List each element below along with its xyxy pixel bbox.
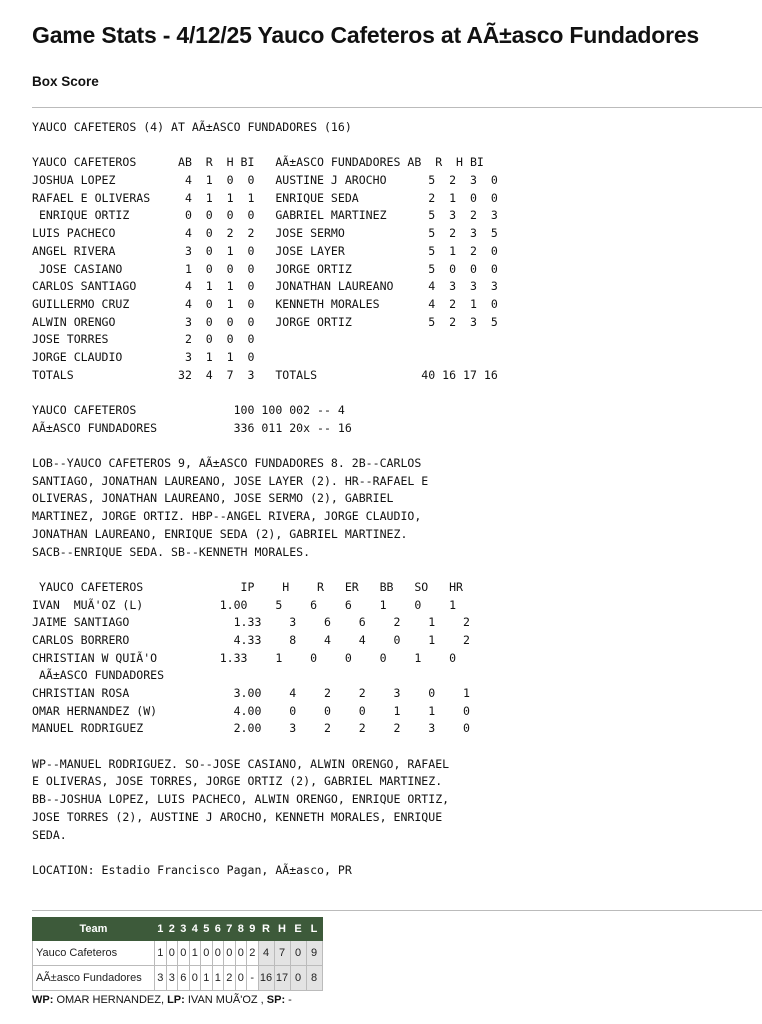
table-cell: 1 bbox=[201, 966, 213, 991]
table-cell: 0 bbox=[290, 966, 306, 991]
batting-line: JORGE CLAUDIO 3 1 1 0 bbox=[32, 349, 255, 364]
batting-line: JOSHUA LOPEZ 4 1 0 0 AUSTINE J AROCHO 5 2 3 0 bbox=[32, 173, 498, 188]
sp-label: SP: bbox=[266, 994, 286, 1006]
matchup-line: YAUCO CAFETEROS (4) AT AÃ±ASCO FUNDADORES (16) bbox=[32, 120, 352, 134]
wp-label: WP: bbox=[32, 994, 54, 1006]
column-header: 8 bbox=[235, 918, 247, 941]
table-cell: 0 bbox=[235, 941, 247, 966]
table-cell: 8 bbox=[306, 966, 322, 991]
pitching-line: MANUEL RODRIGUEZ 2.00 3 2 2 2 3 0 bbox=[32, 721, 470, 736]
column-header: E bbox=[290, 918, 306, 941]
batting-line: JOSE TORRES 2 0 0 0 bbox=[32, 332, 255, 347]
notes-line: JONATHAN LAUREANO, ENRIQUE SEDA (2), GABRIEL MARTINEZ. bbox=[32, 526, 408, 541]
pitching-line: OMAR HERNANDEZ (W) 4.00 0 0 0 1 1 0 bbox=[32, 703, 470, 718]
notes-line: JOSE TORRES (2), AUSTINE J AROCHO, KENNETH MORALES, ENRIQUE bbox=[32, 809, 443, 824]
linescore-line: YAUCO CAFETEROS 100 100 002 -- 4 bbox=[32, 403, 345, 417]
table-row bbox=[33, 941, 323, 966]
batting-line: TOTALS 32 4 7 3 TOTALS 40 16 17 16 bbox=[32, 367, 498, 382]
table-cell: 2 bbox=[247, 941, 259, 966]
table-cell: 0 bbox=[189, 966, 201, 991]
column-header: L bbox=[306, 918, 322, 941]
sp-value: - bbox=[285, 994, 292, 1006]
pitching-line: IVAN MUÃ'OZ (L) 1.00 5 6 6 1 0 1 bbox=[32, 597, 457, 612]
table-cell: - bbox=[247, 966, 259, 991]
table-cell: 7 bbox=[274, 941, 290, 966]
column-header: 4 bbox=[189, 918, 201, 941]
batting-line: ALWIN ORENGO 3 0 0 0 JORGE ORTIZ 5 2 3 5 bbox=[32, 314, 498, 329]
column-header: 6 bbox=[212, 918, 224, 941]
location-line: LOCATION: Estadio Francisco Pagan, AÃ±asco, PR bbox=[32, 862, 352, 877]
table-cell: 6 bbox=[178, 966, 190, 991]
notes-line: SEDA. bbox=[32, 827, 67, 842]
notes-line: E OLIVERAS, JOSE TORRES, JORGE ORTIZ (2), GABRIEL MARTINEZ. bbox=[32, 774, 443, 789]
pitching-line: CHRISTIAN W QUIÃ'O 1.33 1 0 0 0 1 0 bbox=[32, 650, 457, 665]
table-cell: 0 bbox=[201, 941, 213, 966]
lp-value: IVAN MUÃ'OZ , bbox=[184, 994, 267, 1006]
column-header: 3 bbox=[178, 918, 190, 941]
table-cell: 0 bbox=[212, 941, 224, 966]
table-cell: 3 bbox=[166, 966, 178, 991]
column-header: 9 bbox=[247, 918, 259, 941]
table-cell: 0 bbox=[178, 941, 190, 966]
column-header-team: Team bbox=[33, 918, 155, 941]
table-cell: 1 bbox=[189, 941, 201, 966]
divider-bottom bbox=[32, 910, 762, 911]
divider-top bbox=[32, 107, 762, 108]
linescore-line: AÃ±ASCO FUNDADORES 336 011 20x -- 16 bbox=[32, 420, 352, 435]
table-cell: 2 bbox=[224, 966, 236, 991]
box-score-text bbox=[32, 119, 498, 880]
notes-line: WP--MANUEL RODRIGUEZ. SO--JOSE CASIANO, ALWIN ORENGO, RAFAEL bbox=[32, 756, 450, 771]
notes-line: OLIVERAS, JONATHAN LAUREANO, JOSE SERMO (2), GABRIEL bbox=[32, 491, 394, 506]
table-cell: 0 bbox=[235, 966, 247, 991]
column-header: R bbox=[258, 918, 274, 941]
section-heading-box-score: Box Score bbox=[32, 74, 99, 89]
notes-line: SACB--ENRIQUE SEDA. SB--KENNETH MORALES. bbox=[32, 544, 311, 559]
batting-line: ENRIQUE ORTIZ 0 0 0 0 GABRIEL MARTINEZ 5 3 2 3 bbox=[32, 208, 498, 223]
table-cell: 4 bbox=[258, 941, 274, 966]
column-header: 7 bbox=[224, 918, 236, 941]
pitching-line: JAIME SANTIAGO 1.33 3 6 6 2 1 2 bbox=[32, 615, 470, 630]
table-cell: 16 bbox=[258, 966, 274, 991]
batting-line: RAFAEL E OLIVERAS 4 1 1 1 ENRIQUE SEDA 2 1 0 0 bbox=[32, 190, 498, 205]
pitching-line: YAUCO CAFETEROS IP H R ER BB SO HR bbox=[32, 579, 464, 594]
column-header: 1 bbox=[155, 918, 167, 941]
page-title: Game Stats - 4/12/25 Yauco Cafeteros at AÃ±asco Fundadores bbox=[32, 22, 700, 48]
linescore-table bbox=[32, 917, 323, 991]
notes-line: BB--JOSHUA LOPEZ, LUIS PACHECO, ALWIN ORENGO, ENRIQUE ORTIZ, bbox=[32, 792, 450, 807]
notes-line: SANTIAGO, JONATHAN LAUREANO, JOSE LAYER (2). HR--RAFAEL E bbox=[32, 473, 429, 488]
table-cell: 3 bbox=[155, 966, 167, 991]
linescore-lines bbox=[32, 402, 498, 437]
notes-line: LOB--YAUCO CAFETEROS 9, AÃ±ASCO FUNDADORES 8. 2B--CARLOS bbox=[32, 456, 422, 471]
scoring-notes bbox=[32, 455, 498, 561]
pitcher-decisions bbox=[32, 994, 292, 1006]
table-row bbox=[33, 966, 323, 991]
column-header: 2 bbox=[166, 918, 178, 941]
batting-line: CARLOS SANTIAGO 4 1 1 0 JONATHAN LAUREANO 4 3 3 3 bbox=[32, 279, 498, 294]
team-name-cell: Yauco Cafeteros bbox=[33, 941, 155, 966]
batting-line: ANGEL RIVERA 3 0 1 0 JOSE LAYER 5 1 2 0 bbox=[32, 243, 498, 258]
wp-value: OMAR HERNANDEZ, bbox=[53, 994, 168, 1006]
batting-line: LUIS PACHECO 4 0 2 2 JOSE SERMO 5 2 3 5 bbox=[32, 226, 498, 241]
pitching-line: AÃ±ASCO FUNDADORES bbox=[32, 668, 165, 683]
column-header: 5 bbox=[201, 918, 213, 941]
batting-line: JOSE CASIANO 1 0 0 0 JORGE ORTIZ 5 0 0 0 bbox=[32, 261, 498, 276]
table-cell: 17 bbox=[274, 966, 290, 991]
lp-label: LP: bbox=[167, 994, 185, 1006]
batting-lines bbox=[32, 154, 498, 384]
notes-line: MARTINEZ, JORGE ORTIZ. HBP--ANGEL RIVERA, JORGE CLAUDIO, bbox=[32, 509, 422, 524]
column-header: H bbox=[274, 918, 290, 941]
table-cell: 9 bbox=[306, 941, 322, 966]
pitching-lines bbox=[32, 579, 498, 738]
table-cell: 0 bbox=[224, 941, 236, 966]
table-cell: 1 bbox=[212, 966, 224, 991]
team-name-cell: AÃ±asco Fundadores bbox=[33, 966, 155, 991]
table-cell: 0 bbox=[290, 941, 306, 966]
pitching-notes bbox=[32, 756, 498, 844]
pitching-line: CARLOS BORRERO 4.33 8 4 4 0 1 2 bbox=[32, 632, 470, 647]
batting-line: YAUCO CAFETEROS AB R H BI AÃ±ASCO FUNDADORES AB R H BI bbox=[32, 155, 484, 170]
linescore-header-row bbox=[33, 918, 323, 941]
batting-line: GUILLERMO CRUZ 4 0 1 0 KENNETH MORALES 4 2 1 0 bbox=[32, 296, 498, 311]
pitching-line: CHRISTIAN ROSA 3.00 4 2 2 3 0 1 bbox=[32, 686, 470, 700]
table-cell: 0 bbox=[166, 941, 178, 966]
table-cell: 1 bbox=[155, 941, 167, 966]
